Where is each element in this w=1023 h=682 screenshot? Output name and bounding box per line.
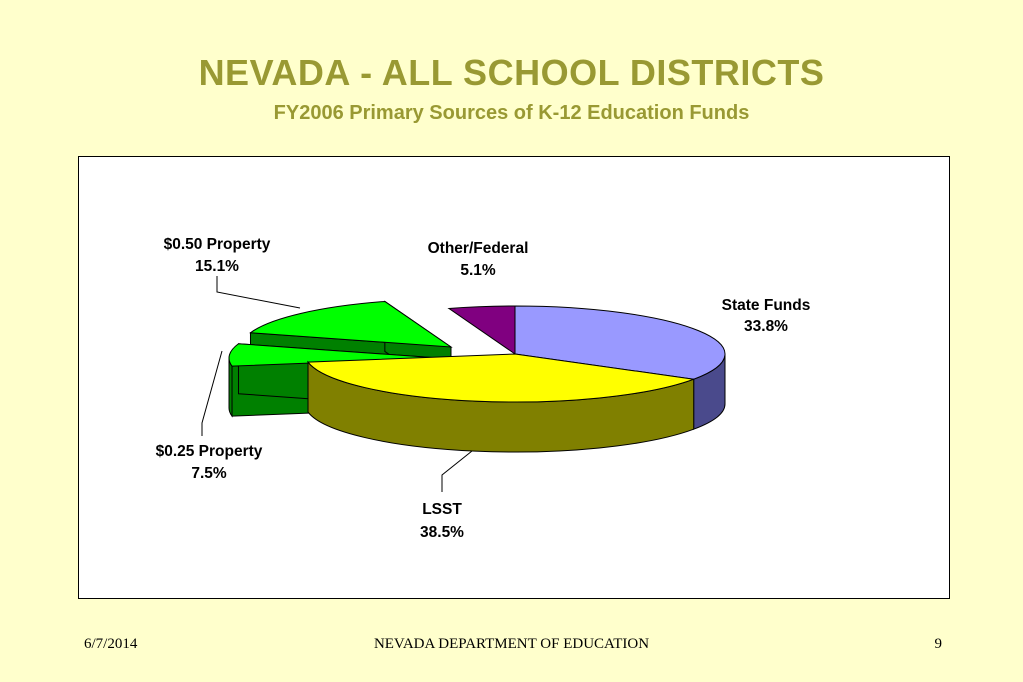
slice-value-other-federal: 5.1% — [460, 262, 496, 279]
leader-line-0-50-property — [217, 276, 300, 308]
footer-organization: NEVADA DEPARTMENT OF EDUCATION — [373, 636, 650, 652]
slice-label-other-federal: Other/Federal — [427, 240, 529, 257]
slice-label-0-50-property: $0.50 Property — [163, 236, 271, 253]
footer-page-number: 9 — [934, 636, 942, 652]
pie-chart — [79, 157, 949, 598]
slide-title: NEVADA - ALL SCHOOL DISTRICTS — [198, 52, 825, 93]
leader-line-lsst — [442, 451, 472, 492]
slice-value-lsst: 38.5% — [420, 524, 464, 541]
footer-date: 6/7/2014 — [84, 636, 138, 652]
slice-top-other-federal — [449, 306, 515, 354]
slice-value-state-funds: 33.8% — [744, 318, 788, 335]
leader-line-0-25-property — [202, 351, 222, 436]
slice-side-0-25-property — [229, 358, 232, 416]
slice-label-state-funds: State Funds — [721, 297, 811, 314]
slide-subtitle: FY2006 Primary Sources of K-12 Education Funds — [273, 102, 750, 124]
slice-value-0-25-property: 7.5% — [191, 465, 227, 482]
chart-frame — [78, 156, 950, 599]
slice-other-federal — [449, 306, 515, 354]
slice-value-0-50-property: 15.1% — [195, 258, 239, 275]
slice-label-0-25-property: $0.25 Property — [155, 443, 263, 460]
slice-label-lsst: LSST — [422, 501, 462, 518]
